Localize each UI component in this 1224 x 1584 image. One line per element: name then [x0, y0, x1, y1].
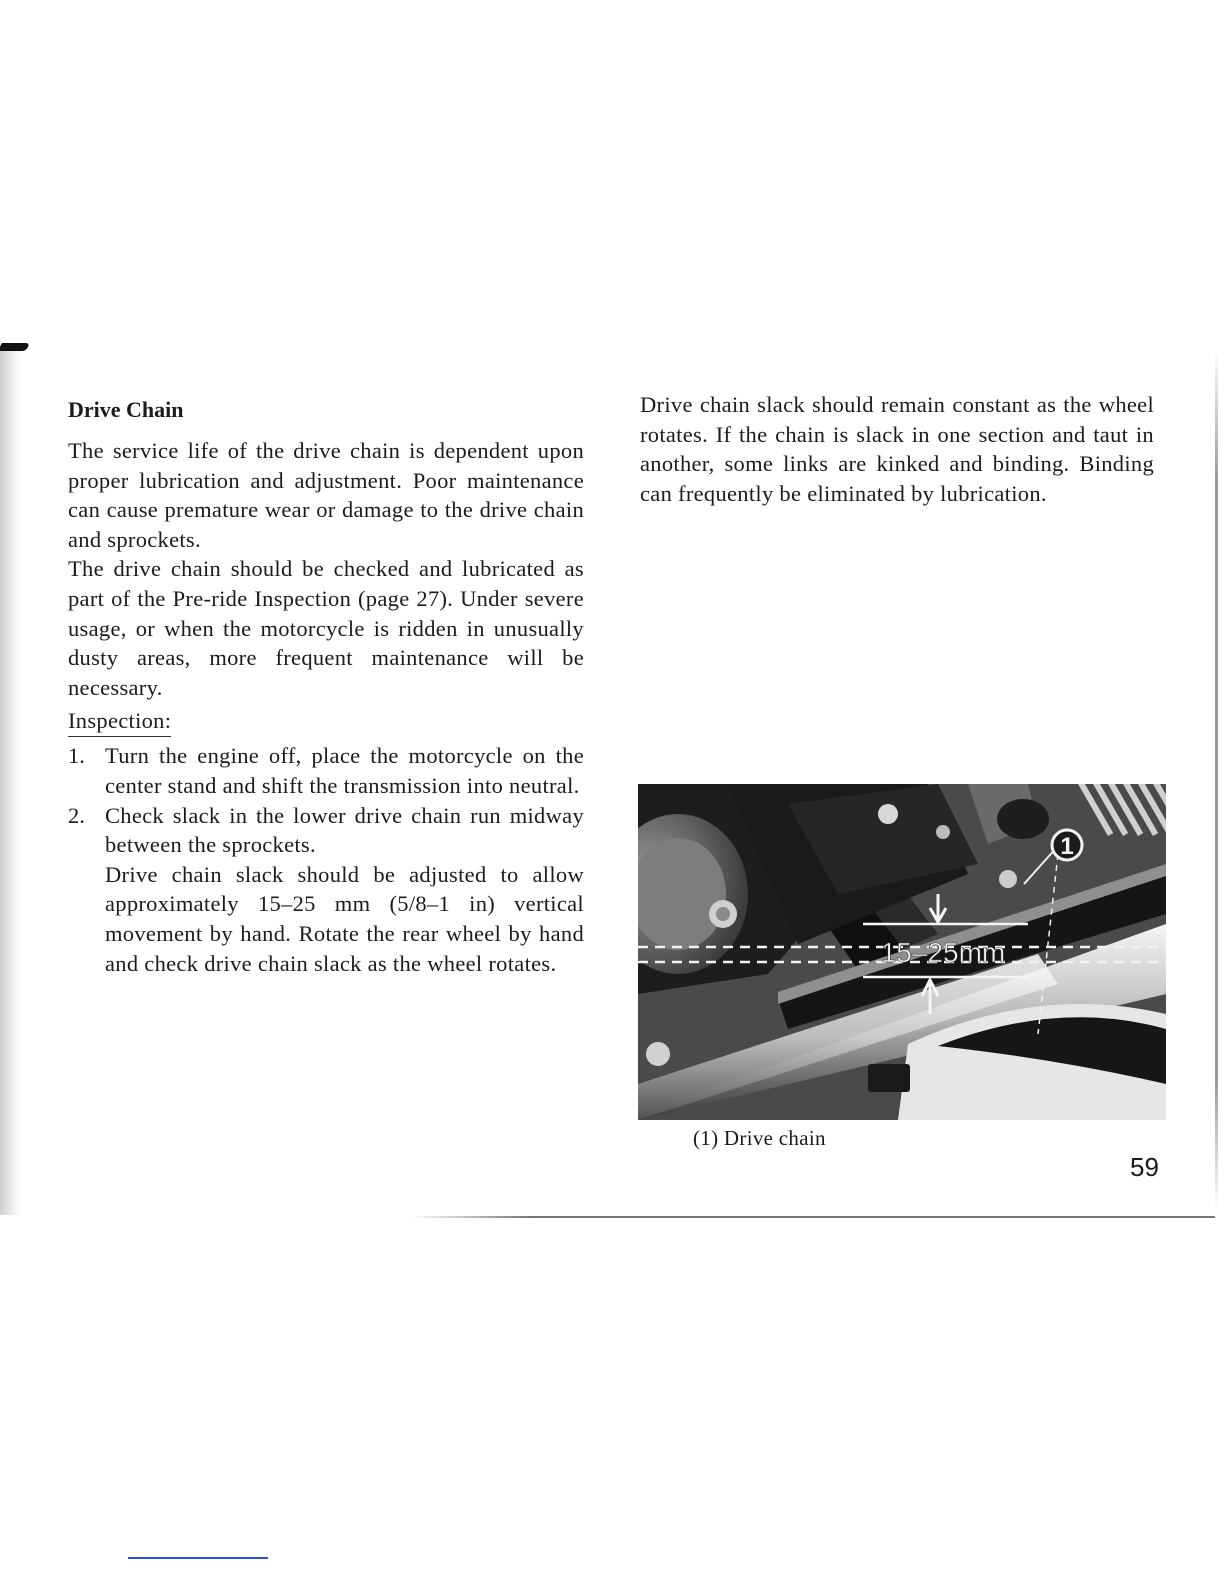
page-number: 59 [1130, 1152, 1159, 1182]
inspection-paragraph: The drive chain should be checked and lubricated as part of the Pre-ride Inspection (page 27). Under severe usage, or when the motorcycle is ridden in unusually dusty areas, more frequent maintenance will be necessary. [68, 556, 584, 700]
drive-chain-photo [638, 784, 1166, 1120]
measurement-label: 15–25mm [880, 937, 1006, 968]
section-heading: Drive Chain [68, 397, 184, 422]
link-underline [128, 1557, 268, 1559]
right-column [640, 390, 1154, 508]
intro-paragraph: The service life of the drive chain is dependent upon proper lubrication and adjustment. Poor maintenance can cause premature wear or damage to the drive chain and sprockets. [68, 438, 584, 552]
scan-edge-shadow [0, 345, 22, 1215]
callout-number: 1 [1060, 833, 1074, 860]
scan-edge-line [1215, 350, 1218, 1210]
bottom-rule [410, 1216, 1215, 1218]
figure-caption: (1) Drive chain [693, 1126, 826, 1150]
step-number: 2. [68, 802, 85, 828]
drive-chain-illustration [638, 784, 1166, 1120]
step-text: Turn the engine off, place the motorcycle on the center stand and shift the transmission into neutral. [105, 743, 584, 798]
inspection-steps [68, 741, 584, 978]
inspection-subheading: Inspection: [68, 706, 171, 737]
step-detail: Drive chain slack should be adjusted to allow approximately 15–25 mm (5/8–1 in) vertical movement by hand. Rotate the rear wheel by hand and check drive chain slack as the wheel rotates. [105, 861, 584, 976]
corner-mark [0, 343, 30, 351]
step-number: 1. [68, 743, 85, 769]
slack-paragraph: Drive chain slack should remain constant as the wheel rotates. If the chain is slack in one section and taut in another, some links are kinked and binding. Binding can frequently be eliminated by lubrication. [640, 392, 1154, 506]
step-text: Check slack in the lower drive chain run midway between the sprockets. [105, 802, 584, 858]
step-1 [68, 741, 584, 800]
left-column [68, 392, 584, 978]
step-2 [68, 801, 584, 979]
